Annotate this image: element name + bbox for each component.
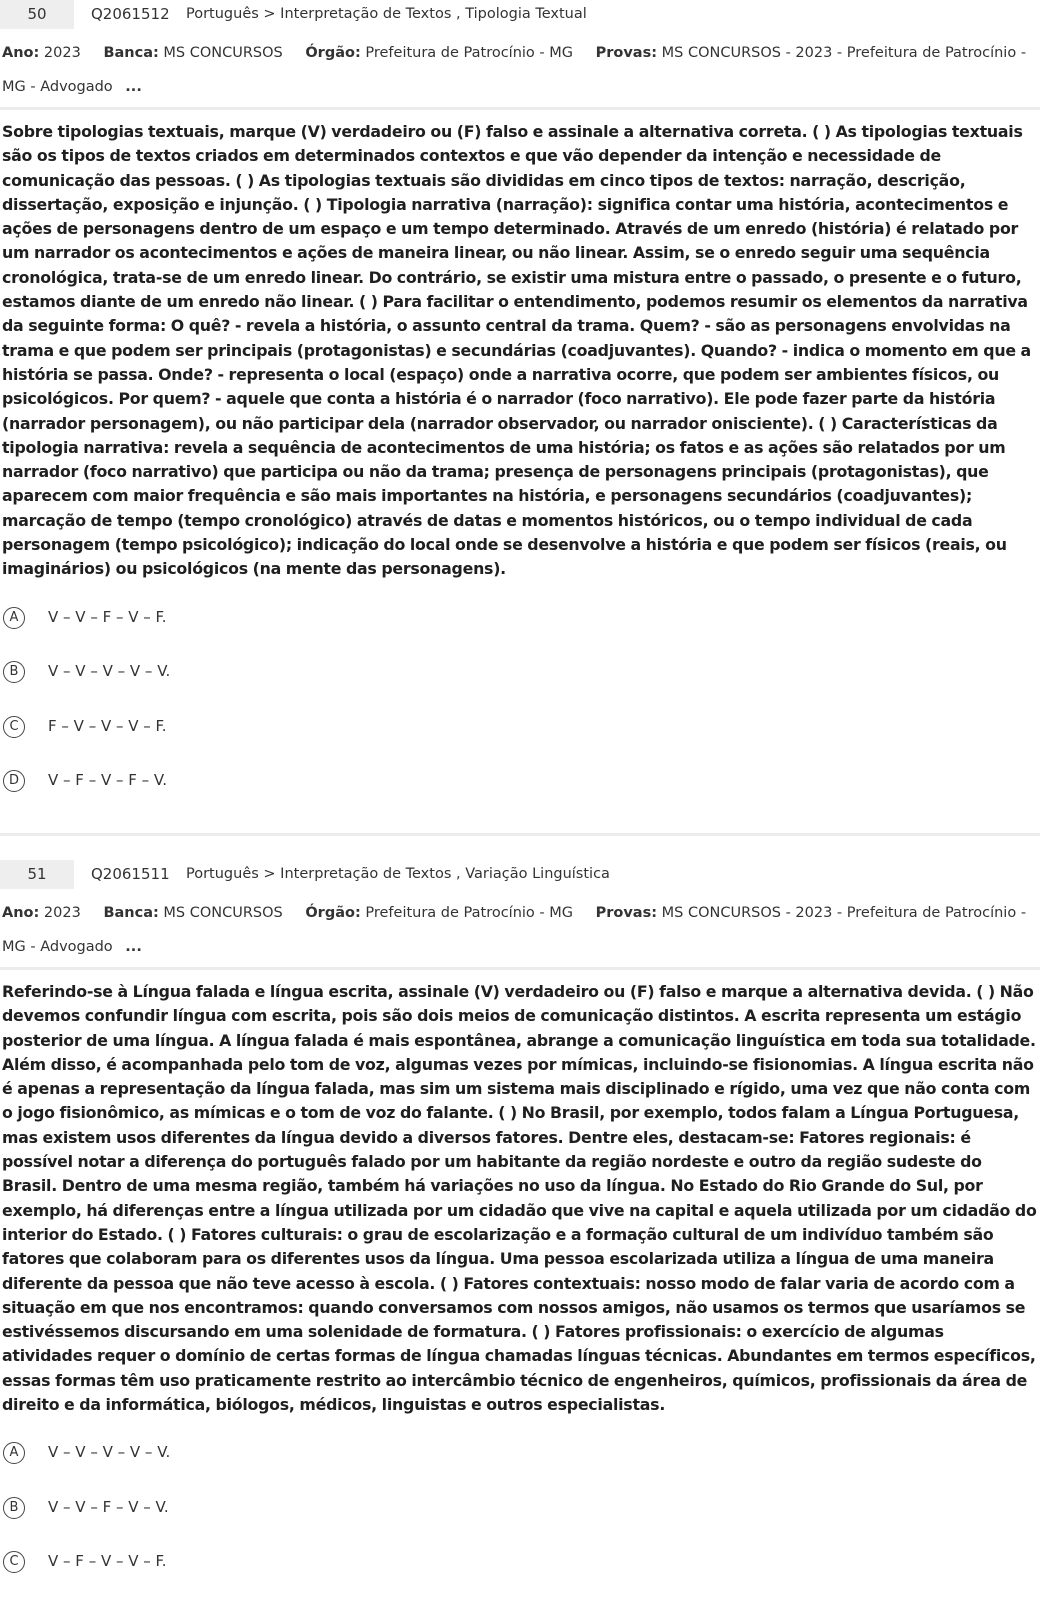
option-b[interactable] [0,660,1044,715]
question-metadata [0,32,1044,104]
question-subject: Português > Interpretação de Textos , Variação Linguística [186,866,610,882]
option-text[interactable]: F – V – V – V – F. [48,716,167,735]
ano-value: 2023 [43,45,81,61]
option-c[interactable] [0,1550,1044,1605]
banca-link[interactable]: MS CONCURSOS [163,905,283,921]
header-rule [0,967,1040,970]
options-list [0,1441,1044,1605]
option-letter[interactable]: A [3,607,25,629]
option-letter[interactable]: B [3,1497,25,1519]
provas-label: Provas: [595,905,658,921]
banca-link[interactable]: MS CONCURSOS [163,45,283,61]
option-text[interactable]: V – V – F – V – V. [48,1497,169,1516]
option-text[interactable]: V – V – V – V – V. [48,1443,171,1462]
option-letter[interactable]: A [3,1442,25,1464]
ano-label: Ano: [2,905,40,921]
question-number: 50 [0,0,74,29]
options-list [0,606,1044,824]
orgao-link[interactable]: Prefeitura de Patrocínio - MG [365,905,573,921]
question-number: 51 [0,860,74,889]
option-b[interactable] [0,1496,1044,1551]
orgao-link[interactable]: Prefeitura de Patrocínio - MG [365,45,573,61]
option-text[interactable]: V – F – V – V – F. [48,1552,167,1571]
option-letter[interactable]: D [3,770,25,792]
option-letter[interactable]: C [3,716,25,738]
question-id-link[interactable]: Q2061511 [91,865,170,883]
question-statement: Sobre tipologias textuais, marque (V) verdadeiro ou (F) falso e assinale a alternativa correta. ( ) As tipologias textuais são os tipos de textos criados em determinados contextos e que vão depender da intenção e necessidade de comunicação das pessoas. ( ) As tipologias textuais são divididas em cinco tipos de textos: narração, descrição, dissertação, exposição e injunção. ( ) Tipologia narrativa (narração): significa contar uma história, acontecimentos e ações de personagens dentro de um espaço e um tempo determinado. Através de um enredo (história) é relatado por um narrador os acontecimentos e ações de maneira linear, ou não linear. Assim, se o enredo seguir uma sequência cronológica, trata-se de um enredo linear. Do contrário, se existir uma mistura entre o passado, o presente e o futuro, estamos diante de um enredo não linear. ( ) Para facilitar o entendimento, podemos resumir os elementos da narrativa da seguinte forma: O quê? - revela a história, o assunto central da trama. Quem? - são as personagens envolvidas na trama e que podem ser principais (protagonistas) e secundárias (coadjuvantes). Quando? - indica o momento em que a história se passa. Onde? - representa o local (espaço) onde a narrativa ocorre, que podem ser ambientes físicos, ou psicológicos. Por quem? - aquele que conta a história é o narrador (foco narrativo). Ele pode fazer parte da história (narrador personagem), ou não participar dela (narrador observador, ou narrador onisciente). ( ) Características da tipologia narrativa: revela a sequência de acontecimentos de uma história; os fatos e as ações são relatados por um narrador (foco narrativo) que participa ou não da trama; presença de personagens principais (protagonistas), que aparecem com maior frequência e são mais importantes na história, e personagens secundários (coadjuvantes); marcação de tempo (tempo cronológico) através de datas e momentos históricos, ou o tempo individual de cada personagem (tempo psicológico); indicação do local onde se desenvolve a história e que podem ser físicos (reais, ou imaginários) ou psicológicos (na mente das personagens). [2,122,1031,579]
question-header [0,0,1044,32]
question-divider [0,833,1040,836]
more-dots[interactable]: ... [125,939,142,955]
question-card [0,860,1044,1605]
more-dots[interactable]: ... [125,79,142,95]
ano-label: Ano: [2,45,40,61]
question-subject: Português > Interpretação de Textos , Tipologia Textual [186,6,587,22]
question-id-link[interactable]: Q2061512 [91,5,170,23]
question-header [0,860,1044,892]
provas-link[interactable]: MS CONCURSOS - 2023 - Prefeitura de Patrocínio - MG - Advogado [2,45,1027,95]
ano-value: 2023 [43,905,81,921]
option-letter[interactable]: C [3,1551,25,1573]
banca-label: Banca: [103,905,159,921]
banca-label: Banca: [103,45,159,61]
provas-link[interactable]: MS CONCURSOS - 2023 - Prefeitura de Patrocínio - MG - Advogado [2,905,1027,955]
option-a[interactable] [0,1441,1044,1496]
option-text[interactable]: V – F – V – F – V. [48,771,168,790]
option-c[interactable] [0,715,1044,770]
option-text[interactable]: V – V – V – V – V. [48,662,171,681]
option-a[interactable] [0,606,1044,661]
question-metadata [0,892,1044,964]
option-d[interactable] [0,769,1044,824]
orgao-label: Órgão: [305,905,361,921]
provas-label: Provas: [595,45,658,61]
header-rule [0,107,1040,110]
option-letter[interactable]: B [3,661,25,683]
option-text[interactable]: V – V – F – V – F. [48,607,167,626]
orgao-label: Órgão: [305,45,361,61]
question-statement: Referindo-se à Língua falada e língua escrita, assinale (V) verdadeiro ou (F) falso e marque a alternativa devida. ( ) Não devemos confundir língua com escrita, pois são dois meios de comunicação distintos. A escrita representa um estágio posterior de uma língua. A língua falada é mais espontânea, abrange a comunicação linguística em toda sua totalidade. Além disso, é acompanhada pelo tom de voz, algumas vezes por mímicas, incluindo-se fisionomias. A língua escrita não é apenas a representação da língua falada, mas sim um sistema mais disciplinado e rígido, uma vez que não conta com o jogo fisionômico, as mímicas e o tom de voz do falante. ( ) No Brasil, por exemplo, todos falam a Língua Portuguesa, mas existem usos diferentes da língua devido a diversos fatores. Dentre eles, destacam-se: Fatores regionais: é possível notar a diferença do português falado por um habitante da região nordeste e outro da região sudeste do Brasil. Dentro de uma mesma região, também há variações no uso da língua. No Estado do Rio Grande do Sul, por exemplo, há diferenças entre a língua utilizada por um cidadão que vive na capital e aquela utilizada por um cidadão do interior do Estado. ( ) Fatores culturais: o grau de escolarização e a formação cultural de um indivíduo também são fatores que colaboram para os diferentes usos da língua. Uma pessoa escolarizada utiliza a língua de uma maneira diferente da pessoa que não teve acesso à escola. ( ) Fatores contextuais: nosso modo de falar varia de acordo com a situação em que nos encontramos: quando conversamos com nossos amigos, não usamos os termos que usaríamos se estivéssemos discursando em uma solenidade de formatura. ( ) Fatores profissionais: o exercício de algumas atividades requer o domínio de certas formas de língua chamadas línguas técnicas. Abundantes em termos específicos, essas formas têm uso praticamente restrito ao intercâmbio técnico de engenheiros, químicos, profissionais da área de direito e da informática, biólogos, médicos, linguistas e outros especialistas. [2,982,1037,1415]
